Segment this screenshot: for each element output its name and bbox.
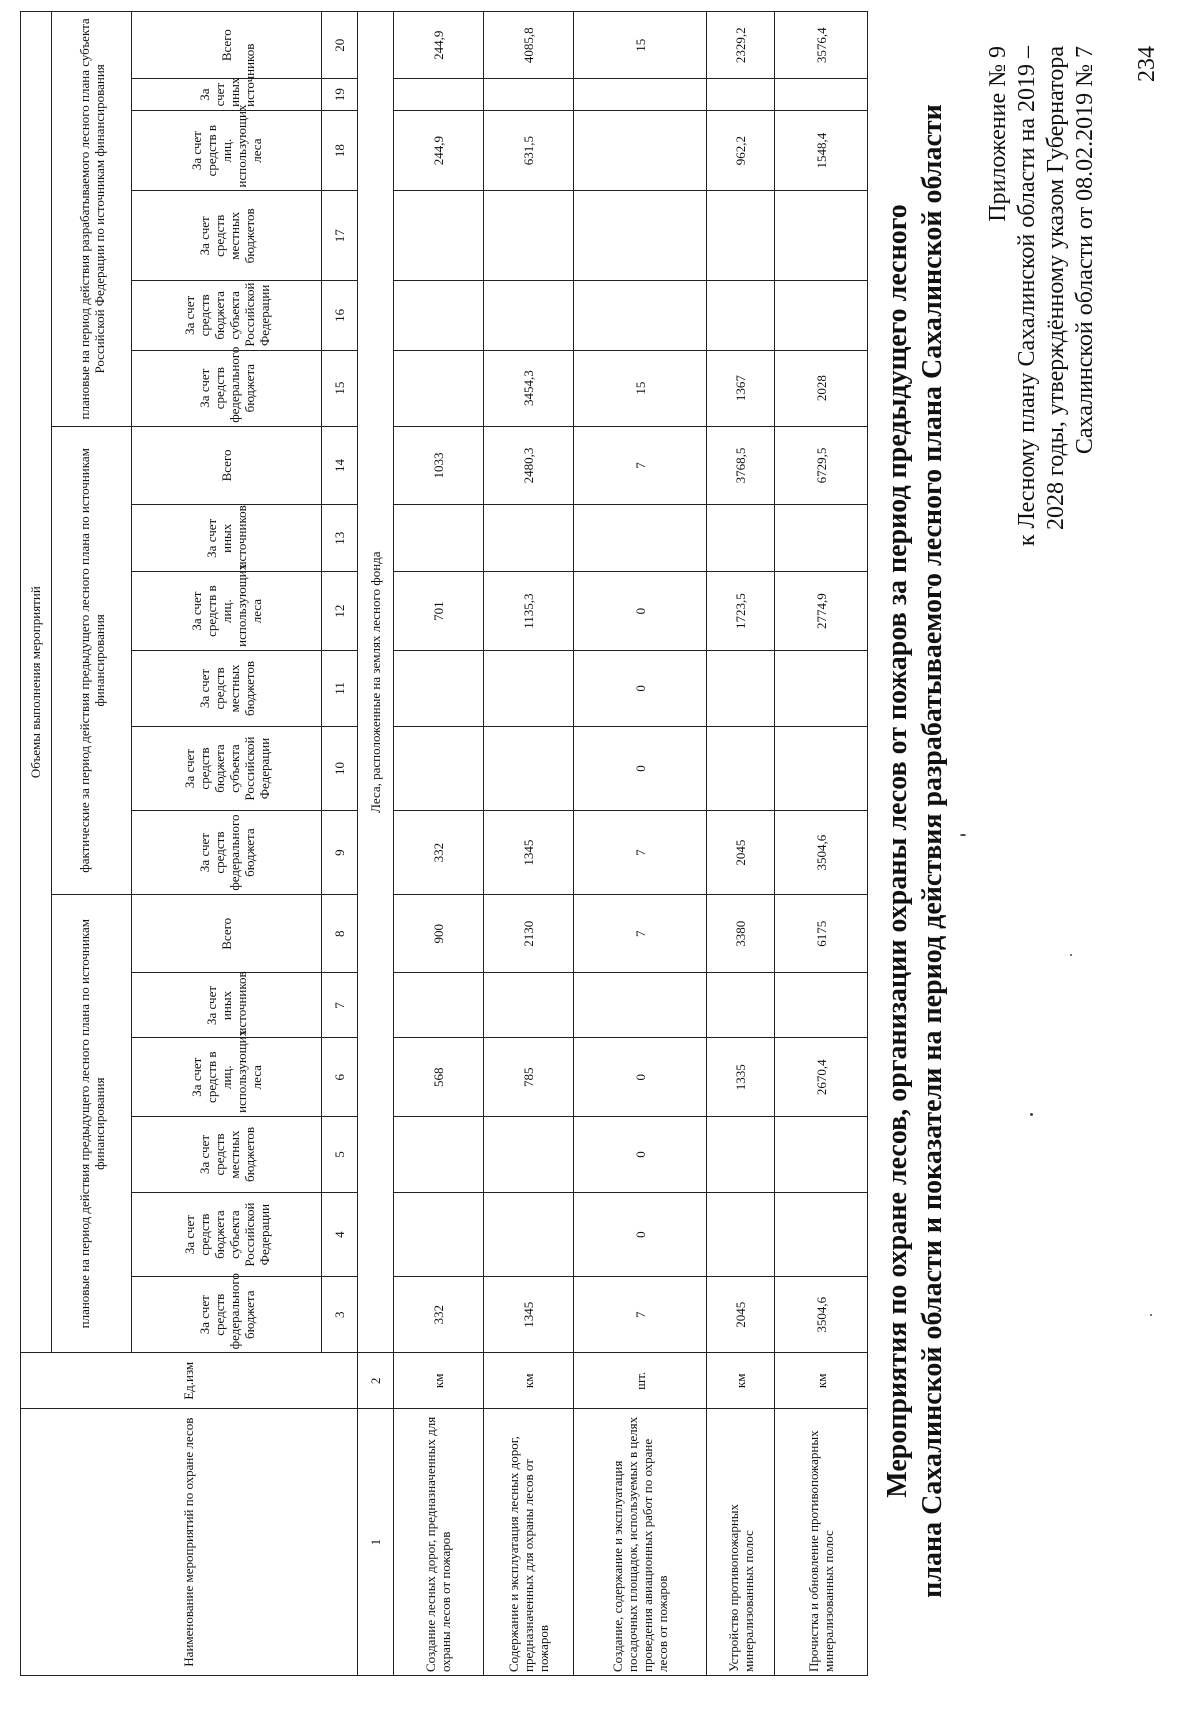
value-cell [706, 191, 774, 281]
subheader-total: Всего [132, 12, 321, 79]
value-cell [393, 350, 483, 426]
value-cell: 3768,5 [706, 426, 774, 504]
appendix-line: 2028 годы, утверждённому указом Губернатора [1043, 46, 1069, 530]
table-row [775, 12, 868, 1676]
header-unit-column: Ед.изм [21, 1353, 358, 1409]
column-number: 20 [321, 12, 357, 79]
value-cell [775, 1116, 868, 1192]
value-cell: 1033 [393, 426, 483, 504]
column-number: 5 [321, 1116, 357, 1192]
value-cell: 2480,3 [484, 426, 574, 504]
column-number: 2 [357, 1353, 393, 1409]
column-number: 16 [321, 281, 357, 350]
value-cell: 631,5 [484, 110, 574, 191]
value-cell: 7 [574, 1277, 706, 1353]
value-cell [574, 79, 706, 110]
value-cell: 7 [574, 426, 706, 504]
column-number: 10 [321, 727, 357, 811]
value-cell [393, 727, 483, 811]
value-cell [393, 1116, 483, 1192]
value-cell: 2045 [706, 811, 774, 895]
value-cell: 4085,8 [484, 12, 574, 79]
value-cell [775, 650, 868, 726]
subheader-total: Всего [132, 426, 321, 504]
value-cell [484, 505, 574, 572]
value-cell [393, 650, 483, 726]
value-cell: 2028 [775, 350, 868, 426]
appendix-line: к Лесному плану Сахалинской области на 2019 – [1014, 46, 1040, 547]
value-cell: 3380 [706, 895, 774, 973]
value-cell: 2045 [706, 1277, 774, 1353]
unit-cell: км [706, 1353, 774, 1409]
value-cell: 7 [574, 811, 706, 895]
value-cell [574, 973, 706, 1038]
value-cell: 6729,5 [775, 426, 868, 504]
value-cell [706, 650, 774, 726]
value-cell: 701 [393, 572, 483, 650]
section-row [357, 12, 393, 1676]
subheader-local: За счет средств местных бюджетов [132, 191, 321, 281]
value-cell [775, 727, 868, 811]
header-fact-previous: фактические за период действия предыдущего лесного плана по источникам финансирования [51, 426, 131, 894]
column-number: 1 [357, 1409, 393, 1676]
subheader-subj: За счет средств бюджета субъекта Российской Федерации [132, 281, 321, 350]
column-number: 6 [321, 1038, 357, 1116]
scan-speck [960, 834, 966, 836]
header-volumes: Объемы выполнения мероприятий [21, 12, 52, 1353]
subheader-fed: За счет средств федерального бюджета [132, 350, 321, 426]
value-cell [393, 505, 483, 572]
table-row [393, 12, 483, 1676]
value-cell: 1345 [484, 811, 574, 895]
appendix-line: Приложение № 9 [985, 46, 1011, 222]
measures-table [20, 11, 868, 1676]
column-number: 19 [321, 79, 357, 110]
unit-cell: км [484, 1353, 574, 1409]
page-number: 234 [1134, 46, 1160, 82]
column-number: 12 [321, 572, 357, 650]
value-cell: 1723,5 [706, 572, 774, 650]
value-cell [706, 1116, 774, 1192]
measure-name: Создание, содержание и эксплуатация посадочных площадок, используемых в целях проведения авиационных работ по охране лесов от пожаров [574, 1409, 706, 1676]
column-number: 9 [321, 811, 357, 895]
value-cell: 3454,3 [484, 350, 574, 426]
table-body [21, 12, 868, 1676]
header-plan-new: плановые на период действия разрабатываемого лесного плана субъекта Российской Федерации по источникам финансирования [51, 12, 131, 427]
value-cell: 1135,3 [484, 572, 574, 650]
section-title: Леса, расположенные на землях лесного фонда [357, 12, 393, 1353]
value-cell [484, 79, 574, 110]
title-line: плана Сахалинской области и показатели на период действия разрабатываемого лесного плана Сахалинской области [917, 104, 948, 1598]
value-cell: 244,9 [393, 12, 483, 79]
value-cell [393, 1193, 483, 1277]
value-cell: 332 [393, 811, 483, 895]
value-cell [484, 1116, 574, 1192]
value-cell [706, 79, 774, 110]
value-cell [393, 191, 483, 281]
value-cell [775, 191, 868, 281]
value-cell [484, 650, 574, 726]
subheader-other: За счет иных источников [132, 79, 321, 110]
title-line: Мероприятия по охране лесов, организации охраны лесов от пожаров за период предыдущего лесного [882, 204, 913, 1498]
subheader-other: За счет иных источников [132, 973, 321, 1038]
value-cell: 0 [574, 1193, 706, 1277]
measure-name: Создание лесных дорог, предназначенных для охраны лесов от пожаров [393, 1409, 483, 1676]
subheader-fed: За счет средств федерального бюджета [132, 1277, 321, 1353]
value-cell [775, 281, 868, 350]
value-cell: 244,9 [393, 110, 483, 191]
value-cell: 1548,4 [775, 110, 868, 191]
subheader-local: За счет средств местных бюджетов [132, 650, 321, 726]
value-cell [484, 281, 574, 350]
value-cell [393, 281, 483, 350]
header-plan-previous: плановые на период действия предыдущего лесного плана по источникам финансирования [51, 895, 131, 1353]
scan-speck [1150, 1314, 1152, 1316]
value-cell [706, 505, 774, 572]
measure-name: Устройство противопожарных минерализованных полос [706, 1409, 774, 1676]
unit-cell: км [775, 1353, 868, 1409]
value-cell [775, 1193, 868, 1277]
value-cell: 1335 [706, 1038, 774, 1116]
column-number: 3 [321, 1277, 357, 1353]
appendix-line: Сахалинской области от 08.02.2019 № 7 [1072, 46, 1098, 455]
table-row [574, 12, 706, 1676]
value-cell: 2774,9 [775, 572, 868, 650]
value-cell: 2130 [484, 895, 574, 973]
value-cell: 6175 [775, 895, 868, 973]
value-cell [706, 281, 774, 350]
subheader-users: За счет средств в лиц. использующих леса [132, 572, 321, 650]
column-number: 11 [321, 650, 357, 726]
value-cell: 0 [574, 650, 706, 726]
value-cell: 15 [574, 350, 706, 426]
subheader-fed: За счет средств федерального бюджета [132, 811, 321, 895]
column-number: 8 [321, 895, 357, 973]
column-number: 13 [321, 505, 357, 572]
value-cell: 900 [393, 895, 483, 973]
value-cell [574, 281, 706, 350]
value-cell: 785 [484, 1038, 574, 1116]
header-name-column: Наименование мероприятий по охране лесов [21, 1409, 358, 1676]
value-cell: 3576,4 [775, 12, 868, 79]
subheader-total: Всего [132, 895, 321, 973]
subheader-other: За счет иных источников [132, 505, 321, 572]
table-row [484, 12, 574, 1676]
measure-name: Содержание и эксплуатация лесных дорог, предназначенных для охраны лесов от пожаров [484, 1409, 574, 1676]
value-cell: 332 [393, 1277, 483, 1353]
value-cell: 0 [574, 572, 706, 650]
value-cell: 1367 [706, 350, 774, 426]
value-cell [706, 1193, 774, 1277]
value-cell [484, 727, 574, 811]
value-cell [574, 191, 706, 281]
column-number: 17 [321, 191, 357, 281]
subheader-users: За счет средств в лиц. использующих леса [132, 1038, 321, 1116]
value-cell: 0 [574, 1116, 706, 1192]
value-cell: 7 [574, 895, 706, 973]
measure-name: Прочистка и обновление противопожарных минерализованных полос [775, 1409, 868, 1676]
column-number: 14 [321, 426, 357, 504]
value-cell [484, 191, 574, 281]
column-number: 7 [321, 973, 357, 1038]
value-cell [393, 79, 483, 110]
value-cell: 2670,4 [775, 1038, 868, 1116]
subheader-subj: За счет средств бюджета субъекта Российской Федерации [132, 727, 321, 811]
value-cell [574, 505, 706, 572]
value-cell: 0 [574, 1038, 706, 1116]
document-title [880, 26, 950, 1676]
value-cell: 1345 [484, 1277, 574, 1353]
value-cell [775, 79, 868, 110]
value-cell [775, 973, 868, 1038]
value-cell: 2329,2 [706, 12, 774, 79]
value-cell [706, 973, 774, 1038]
scan-speck [1070, 954, 1072, 956]
unit-cell: км [393, 1353, 483, 1409]
value-cell [574, 110, 706, 191]
value-cell: 962,2 [706, 110, 774, 191]
value-cell: 15 [574, 12, 706, 79]
value-cell [393, 973, 483, 1038]
value-cell: 3504,6 [775, 811, 868, 895]
column-number: 15 [321, 350, 357, 426]
column-number: 4 [321, 1193, 357, 1277]
value-cell [775, 505, 868, 572]
value-cell: 3504,6 [775, 1277, 868, 1353]
column-number: 18 [321, 110, 357, 191]
subheader-local: За счет средств местных бюджетов [132, 1116, 321, 1192]
value-cell: 568 [393, 1038, 483, 1116]
unit-cell: шт. [574, 1353, 706, 1409]
header-row [21, 12, 52, 1676]
value-cell [706, 727, 774, 811]
table-row [706, 12, 774, 1676]
subheader-subj: За счет средств бюджета субъекта Российской Федерации [132, 1193, 321, 1277]
subheader-users: За счет средств в лиц. использующих леса [132, 110, 321, 191]
scan-speck [1030, 1113, 1033, 1116]
value-cell [484, 973, 574, 1038]
appendix-note [984, 46, 1100, 586]
value-cell [484, 1193, 574, 1277]
value-cell: 0 [574, 727, 706, 811]
